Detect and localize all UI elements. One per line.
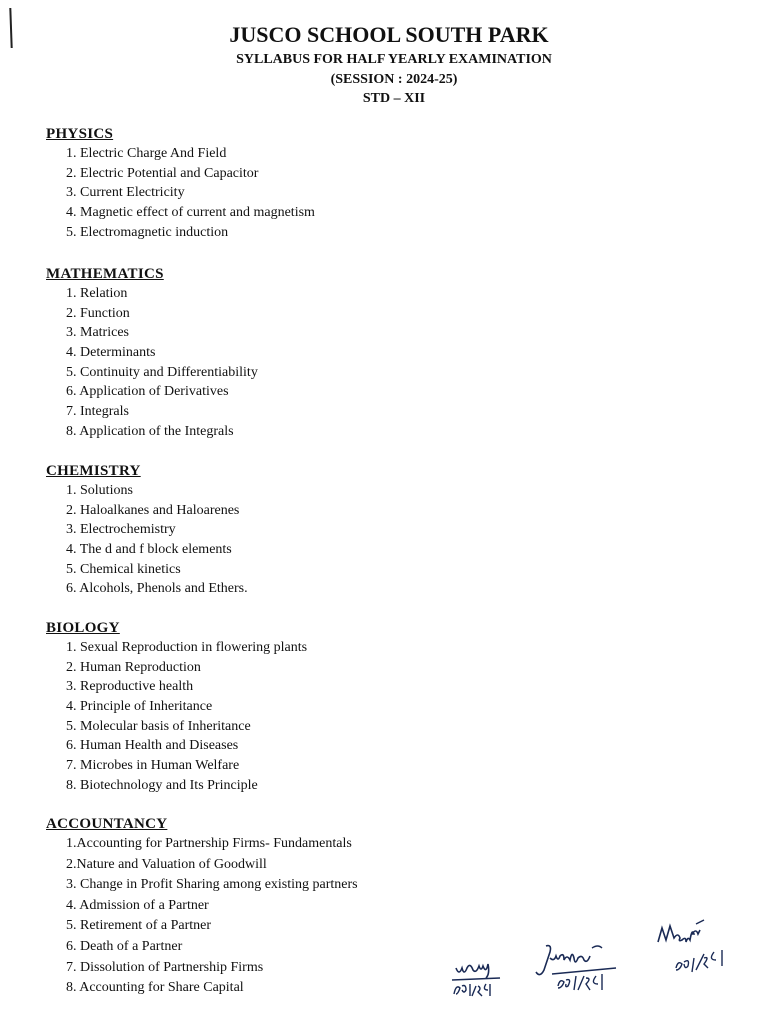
section-title-physics: PHYSICS	[46, 126, 114, 142]
section-title-biology: BIOLOGY	[46, 620, 120, 636]
list-item: 3. Current Electricity	[66, 185, 185, 201]
syllabus-heading: SYLLABUS FOR HALF YEARLY EXAMINATION	[236, 52, 552, 67]
list-item: 7. Integrals	[66, 404, 129, 420]
list-item: 6. Alcohols, Phenols and Ethers.	[66, 581, 248, 597]
list-item: 5. Chemical kinetics	[66, 561, 181, 577]
signature-3-drawing	[652, 918, 752, 978]
list-item: 3. Change in Profit Sharing among existing partners	[66, 877, 358, 893]
signature-1-drawing	[448, 950, 508, 1000]
list-item: 8. Biotechnology and Its Principle	[66, 777, 258, 793]
list-item: 3. Matrices	[66, 325, 129, 341]
list-item: 5. Continuity and Differentiability	[66, 364, 258, 380]
session-label: (SESSION : 2024-25)	[330, 72, 458, 87]
section-chemistry	[46, 461, 248, 599]
section-mathematics	[46, 264, 258, 442]
section-title-mathematics: MATHEMATICS	[46, 266, 164, 282]
list-item: 6. Application of Derivatives	[66, 384, 229, 400]
list-item: 2. Electric Potential and Capacitor	[66, 165, 259, 181]
list-item: 4. Magnetic effect of current and magnetism	[66, 205, 315, 221]
list-item: 4. Admission of a Partner	[66, 897, 209, 913]
list-item: 4. The d and f block elements	[66, 542, 232, 558]
list-item: 1. Relation	[66, 286, 128, 301]
topic-list-physics	[66, 144, 315, 242]
topic-list-biology	[66, 638, 307, 796]
list-item: 1. Sexual Reproduction in flowering plants	[66, 640, 308, 655]
list-item: 5. Retirement of a Partner	[66, 918, 212, 934]
section-biology	[46, 618, 307, 796]
list-item: 2. Haloalkanes and Haloarenes	[66, 502, 240, 518]
list-item: 8. Application of the Integrals	[66, 423, 234, 439]
topic-list-chemistry	[66, 481, 248, 599]
list-item: 5. Molecular basis of Inheritance	[66, 718, 251, 734]
list-item: 3. Reproductive health	[66, 679, 194, 695]
list-item: 1. Solutions	[66, 483, 133, 498]
list-item: 2.Nature and Valuation of Goodwill	[66, 856, 267, 872]
standard-label: STD – XII	[362, 91, 426, 106]
list-item: 1.Accounting for Partnership Firms- Fundamentals	[66, 836, 352, 851]
signature-1	[448, 950, 508, 1000]
list-item: 8. Accounting for Share Capital	[66, 980, 244, 996]
topic-list-mathematics	[66, 284, 258, 442]
list-item: 3. Electrochemistry	[66, 522, 176, 538]
list-item: 6. Death of a Partner	[66, 938, 183, 954]
section-title-chemistry: CHEMISTRY	[46, 463, 141, 479]
list-item: 4. Determinants	[66, 345, 156, 361]
signature-2-drawing	[532, 940, 632, 996]
list-item: 4. Principle of Inheritance	[66, 699, 213, 715]
section-title-accountancy: ACCOUNTANCY	[46, 816, 168, 832]
list-item: 7. Microbes in Human Welfare	[66, 758, 240, 774]
school-name: JUSCO SCHOOL SOUTH PARK	[229, 22, 549, 47]
section-physics	[46, 124, 315, 242]
topic-list-accountancy	[66, 834, 358, 999]
list-item: 5. Electromagnetic induction	[66, 224, 229, 240]
section-accountancy	[46, 814, 358, 999]
list-item: 2. Function	[66, 305, 130, 321]
list-item: 6. Human Health and Diseases	[66, 738, 239, 754]
signature-3	[652, 918, 752, 978]
signature-2	[532, 940, 632, 996]
list-item: 1. Electric Charge And Field	[66, 146, 227, 161]
list-item: 7. Dissolution of Partnership Firms	[66, 959, 264, 975]
list-item: 2. Human Reproduction	[66, 659, 201, 675]
